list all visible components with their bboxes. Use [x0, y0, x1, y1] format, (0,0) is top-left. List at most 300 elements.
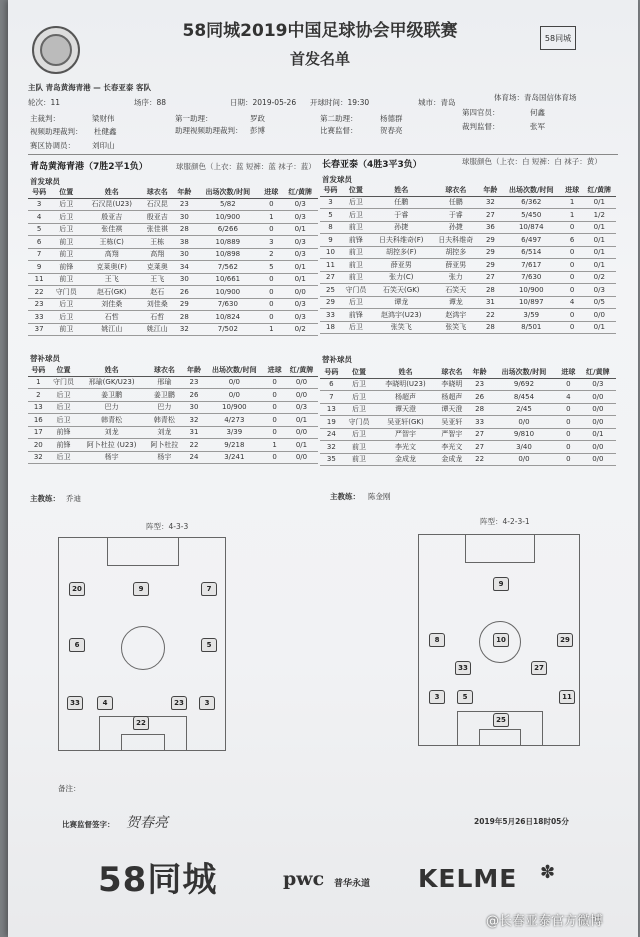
table-cell: 4: [28, 211, 50, 224]
table-cell: 0: [260, 298, 282, 311]
table-cell: 张笑飞: [432, 321, 480, 334]
table-cell: 后卫: [50, 211, 82, 224]
sponsor-pwc-cn: 普华永道: [334, 879, 371, 889]
table-cell: 7/502: [195, 323, 260, 336]
table-header-row: [320, 184, 616, 196]
column-header: 球衣名: [145, 364, 184, 376]
table-cell: 0/0: [285, 451, 318, 464]
table-cell: 0/0: [580, 441, 616, 454]
supervisor-value: 贺春亮: [380, 126, 403, 135]
table-cell: 8/454: [491, 391, 557, 404]
table-cell: 28: [173, 223, 195, 236]
table-cell: 7/630: [501, 271, 562, 284]
table-cell: 10/661: [195, 273, 260, 286]
table-cell: 0/0: [204, 389, 264, 402]
table-cell: 13: [320, 403, 343, 416]
table-row: [28, 198, 318, 211]
column-header: 进球: [264, 364, 285, 376]
table-cell: 0/1: [583, 234, 616, 247]
away-subs-label: 替补球员: [322, 355, 352, 364]
table-cell: 0: [557, 441, 580, 454]
table-cell: 于睿: [432, 209, 480, 222]
table-row: [320, 209, 616, 222]
column-header: 号码: [320, 366, 343, 378]
table-cell: 0: [264, 389, 285, 402]
table-cell: 1: [562, 209, 583, 222]
table-cell: 邢瑜(GK/U23): [78, 376, 145, 389]
table-cell: 37: [28, 323, 50, 336]
round-label: 轮次：11: [28, 98, 61, 107]
table-cell: 刘佳桑: [82, 298, 141, 311]
table-cell: 16: [28, 414, 49, 427]
table-cell: 9/692: [491, 378, 557, 391]
table-cell: 后卫: [50, 298, 82, 311]
table-cell: 严智宇: [375, 428, 435, 441]
table-cell: 0/1: [583, 321, 616, 334]
table-cell: 29: [480, 259, 501, 272]
table-cell: 高翔: [82, 248, 141, 261]
table-cell: 王飞: [141, 273, 173, 286]
table-row: [28, 451, 318, 464]
table-row: [28, 311, 318, 324]
table-cell: 前锋: [49, 439, 79, 452]
assessor-value: 张军: [530, 122, 545, 131]
table-cell: 0: [562, 246, 583, 259]
home-coach-label: 主教练：: [30, 494, 60, 503]
table-cell: 6: [320, 378, 343, 391]
table-cell: 33: [468, 416, 491, 429]
column-header: 姓名: [82, 186, 141, 198]
column-header: 年龄: [468, 366, 491, 378]
table-cell: 10/900: [195, 286, 260, 299]
player-shirt-icon: 8: [429, 633, 445, 647]
table-row: [320, 441, 616, 454]
sign-timestamp: 2019年5月26日18时05分: [474, 817, 569, 826]
table-row: [28, 426, 318, 439]
table-cell: 0/0: [285, 426, 318, 439]
table-cell: 27: [468, 441, 491, 454]
home-starters-label: 首发球员: [30, 177, 60, 186]
table-cell: 杨宇: [78, 451, 145, 464]
var-label: 视频助理裁判：: [30, 127, 83, 136]
fourth-label: 第四官员：: [462, 108, 500, 117]
table-cell: 0: [264, 376, 285, 389]
table-cell: 9/810: [491, 428, 557, 441]
referee-value: 梁财伟: [92, 114, 115, 123]
column-header: 姓名: [371, 184, 432, 196]
table-cell: 后卫: [343, 391, 376, 404]
kickoff-label: 开球时间：19:30: [310, 98, 370, 107]
table-cell: 10/900: [501, 284, 562, 297]
table-cell: 李光文: [375, 441, 435, 454]
table-cell: 31: [480, 296, 501, 309]
table-cell: 0: [557, 403, 580, 416]
table-cell: 孙捷: [432, 221, 480, 234]
table-cell: 0/3: [583, 284, 616, 297]
table-cell: 前卫: [341, 246, 371, 259]
table-cell: 前卫: [341, 259, 371, 272]
table-cell: 前锋: [341, 309, 371, 322]
table-cell: 28: [480, 284, 501, 297]
table-cell: 日夫科维奇: [432, 234, 480, 247]
column-header: 姓名: [78, 364, 145, 376]
table-cell: 0/0: [580, 391, 616, 404]
table-cell: 前卫: [50, 248, 82, 261]
table-cell: 20: [28, 439, 49, 452]
table-cell: 谭天澄: [375, 403, 435, 416]
table-cell: 28: [173, 311, 195, 324]
column-header: 年龄: [480, 184, 501, 196]
table-cell: 2: [260, 248, 282, 261]
table-cell: 11: [320, 259, 341, 272]
column-header: 位置: [341, 184, 371, 196]
table-row: [320, 309, 616, 322]
host-guest-line: 主队 青岛黄海青港 — 长春亚泰 客队: [28, 83, 151, 92]
column-header: 年龄: [184, 364, 205, 376]
column-header: 出场次数/时间: [195, 186, 260, 198]
table-row: [28, 389, 318, 402]
table-cell: 29: [320, 296, 341, 309]
table-cell: 谭龙: [371, 296, 432, 309]
table-cell: 杨宇: [145, 451, 184, 464]
date-label: 日期：2019-05-26: [230, 98, 297, 107]
table-row: [320, 296, 616, 309]
table-cell: 9: [28, 261, 50, 274]
table-cell: 0/5: [583, 296, 616, 309]
home-formation: 阵型：4-3-3: [146, 522, 189, 531]
table-cell: 前锋: [50, 261, 82, 274]
table-cell: 张力(C): [371, 271, 432, 284]
table-cell: 李晓明: [436, 378, 469, 391]
table-cell: 韩青松: [145, 414, 184, 427]
table-cell: 前卫: [343, 453, 376, 466]
page-title: 58同城2019中国足球协会甲级联赛: [182, 21, 458, 41]
home-starters-table: [28, 186, 318, 336]
home-subs-label: 替补球员: [30, 354, 60, 363]
table-cell: 36: [480, 221, 501, 234]
table-cell: 巴力: [145, 401, 184, 414]
table-cell: 0/1: [583, 246, 616, 259]
table-cell: 23: [173, 198, 195, 211]
table-cell: 0: [260, 198, 282, 211]
table-cell: 25: [320, 284, 341, 297]
table-cell: 32: [320, 441, 343, 454]
table-cell: 0: [264, 426, 285, 439]
table-cell: 后卫: [341, 296, 371, 309]
table-cell: 3/59: [501, 309, 562, 322]
table-cell: 0/0: [583, 309, 616, 322]
table-cell: 后卫: [50, 311, 82, 324]
away-subs-table: [320, 366, 616, 466]
table-row: [320, 221, 616, 234]
fourth-value: 何鑫: [530, 108, 545, 117]
table-cell: 0: [557, 416, 580, 429]
column-header: 号码: [320, 184, 341, 196]
away-kit: 球服颜色（上衣：白 短裤：白 袜子：黄）: [462, 157, 602, 166]
player-shirt-icon: 3: [429, 690, 445, 704]
table-cell: 0: [260, 311, 282, 324]
table-cell: 4/273: [204, 414, 264, 427]
table-cell: 30: [184, 401, 205, 414]
player-shirt-icon: 25: [493, 713, 509, 727]
column-header: 球衣名: [141, 186, 173, 198]
player-shirt-icon: 4: [97, 696, 113, 710]
away-coach-label: 主教练：: [330, 492, 360, 501]
table-header-row: [28, 186, 318, 198]
table-cell: 0: [562, 271, 583, 284]
table-row: [28, 261, 318, 274]
column-header: 球衣名: [432, 184, 480, 196]
player-shirt-icon: 9: [493, 577, 509, 591]
table-cell: 后卫: [49, 401, 79, 414]
table-cell: 胡控多(F): [371, 246, 432, 259]
table-cell: 0/0: [580, 416, 616, 429]
table-cell: 22: [28, 286, 50, 299]
table-cell: 7/562: [195, 261, 260, 274]
table-cell: 任鹏: [371, 196, 432, 209]
table-cell: 0: [557, 378, 580, 391]
table-cell: 28: [468, 403, 491, 416]
table-cell: 0/1: [282, 261, 318, 274]
table-cell: 23: [468, 378, 491, 391]
weibo-watermark: @长春亚泰官方微博: [486, 914, 604, 929]
table-cell: 7: [28, 248, 50, 261]
table-cell: 后卫: [50, 198, 82, 211]
column-header: 红/黄牌: [580, 366, 616, 378]
table-cell: 0/1: [282, 223, 318, 236]
table-row: [320, 196, 616, 209]
table-cell: 0/0: [491, 453, 557, 466]
table-cell: 石哲: [141, 311, 173, 324]
table-cell: 0: [260, 286, 282, 299]
table-cell: 30: [173, 211, 195, 224]
table-cell: 殷亚吉: [141, 211, 173, 224]
table-cell: 27: [480, 271, 501, 284]
table-cell: 0/1: [583, 259, 616, 272]
table-cell: 0/3: [285, 401, 318, 414]
table-cell: 3/40: [491, 441, 557, 454]
player-shirt-icon: 22: [133, 716, 149, 730]
table-cell: 26: [173, 286, 195, 299]
table-row: [28, 414, 318, 427]
table-cell: 22: [468, 453, 491, 466]
divider: [28, 154, 618, 155]
table-cell: 前锋: [49, 426, 79, 439]
table-cell: 5/450: [501, 209, 562, 222]
table-cell: 邢瑜: [145, 376, 184, 389]
table-cell: 9: [320, 234, 341, 247]
table-cell: 13: [28, 401, 49, 414]
venue-label: 体育场：青岛国信体育场: [494, 93, 577, 102]
table-cell: 0: [557, 453, 580, 466]
column-header: 号码: [28, 364, 49, 376]
player-shirt-icon: 33: [67, 696, 83, 710]
table-row: [320, 259, 616, 272]
table-cell: 薛亚男: [432, 259, 480, 272]
table-cell: 王栋: [141, 236, 173, 249]
table-cell: 0/3: [282, 211, 318, 224]
table-cell: 王栋(C): [82, 236, 141, 249]
table-cell: 33: [28, 311, 50, 324]
table-cell: 0/1: [583, 221, 616, 234]
table-cell: 赵鸿宇(U23): [371, 309, 432, 322]
table-cell: 26: [184, 389, 205, 402]
table-cell: 10/824: [195, 311, 260, 324]
ar2-label: 第二助理：: [320, 114, 358, 123]
table-cell: 0/3: [282, 248, 318, 261]
field-label: 场序：88: [134, 98, 167, 107]
table-cell: 0/3: [282, 298, 318, 311]
table-cell: 0/0: [204, 376, 264, 389]
table-cell: 任鹏: [432, 196, 480, 209]
table-cell: 克莱奥(F): [82, 261, 141, 274]
var-value: 杜健鑫: [94, 127, 117, 136]
table-cell: 24: [184, 451, 205, 464]
table-row: [320, 321, 616, 334]
player-shirt-icon: 11: [559, 690, 575, 704]
table-cell: 李光文: [436, 441, 469, 454]
table-cell: 3/39: [204, 426, 264, 439]
assessor-label: 裁判监督：: [462, 122, 500, 131]
table-cell: 0: [260, 223, 282, 236]
table-cell: 姚江山: [82, 323, 141, 336]
table-cell: 5: [320, 209, 341, 222]
column-header: 红/黄牌: [583, 184, 616, 196]
player-shirt-icon: 27: [531, 661, 547, 675]
coordinator-label: 赛区协调员：: [30, 141, 75, 150]
table-cell: 34: [173, 261, 195, 274]
sponsor-58-logo: 58同城: [98, 860, 218, 900]
table-cell: 石笑天: [432, 284, 480, 297]
table-cell: 0/1: [580, 428, 616, 441]
column-header: 进球: [557, 366, 580, 378]
table-cell: 吴亚轩(GK): [375, 416, 435, 429]
table-cell: 3: [320, 196, 341, 209]
coordinator-value: 刘印山: [92, 141, 115, 150]
table-cell: 张笑飞: [371, 321, 432, 334]
home-team-name: 青岛黄海青港（7胜2平1负）: [30, 162, 148, 172]
column-header: 红/黄牌: [282, 186, 318, 198]
note-label: 备注：: [58, 784, 81, 793]
sponsor-kelme-logo: KELME: [418, 864, 518, 893]
table-cell: 赵石: [141, 286, 173, 299]
table-cell: 前卫: [341, 271, 371, 284]
table-cell: 后卫: [49, 451, 79, 464]
table-cell: 1: [28, 376, 49, 389]
table-cell: 后卫: [343, 378, 376, 391]
table-row: [28, 323, 318, 336]
table-cell: 赵石(GK): [82, 286, 141, 299]
table-cell: 0/0: [580, 403, 616, 416]
column-header: 出场次数/时间: [204, 364, 264, 376]
table-cell: 1/2: [583, 209, 616, 222]
table-cell: 10/900: [204, 401, 264, 414]
table-cell: 3: [28, 198, 50, 211]
table-cell: 后卫: [343, 403, 376, 416]
away-coach: 陈金刚: [368, 492, 391, 501]
table-cell: 5: [260, 261, 282, 274]
table-row: [28, 248, 318, 261]
table-cell: 1: [264, 439, 285, 452]
table-cell: 0/0: [285, 389, 318, 402]
column-header: 位置: [49, 364, 79, 376]
table-cell: 前卫: [50, 236, 82, 249]
table-cell: 10/900: [195, 211, 260, 224]
table-cell: 8/501: [501, 321, 562, 334]
column-header: 出场次数/时间: [501, 184, 562, 196]
table-cell: 后卫: [343, 428, 376, 441]
table-cell: 6: [562, 234, 583, 247]
column-header: 姓名: [375, 366, 435, 378]
column-header: 球衣名: [436, 366, 469, 378]
home-formation-pitch: [58, 537, 226, 751]
table-cell: 24: [320, 428, 343, 441]
table-cell: 后卫: [341, 209, 371, 222]
table-cell: 23: [184, 376, 205, 389]
table-cell: 姜卫鹏: [145, 389, 184, 402]
player-shirt-icon: 3: [199, 696, 215, 710]
table-cell: 严智宇: [436, 428, 469, 441]
table-row: [320, 234, 616, 247]
signature-label: 比赛监督签字：: [62, 820, 115, 829]
away-formation-pitch: [418, 534, 580, 746]
table-cell: 0/1: [282, 273, 318, 286]
table-header-row: [320, 366, 616, 378]
table-cell: 28: [480, 321, 501, 334]
table-cell: 1: [562, 196, 583, 209]
table-row: [28, 376, 318, 389]
table-cell: 殷亚吉: [82, 211, 141, 224]
table-cell: 姜卫鹏: [78, 389, 145, 402]
table-cell: 32: [28, 451, 49, 464]
table-cell: 33: [320, 309, 341, 322]
column-header: 位置: [343, 366, 376, 378]
table-row: [320, 403, 616, 416]
table-cell: 守门员: [49, 376, 79, 389]
table-cell: 29: [480, 234, 501, 247]
table-row: [320, 284, 616, 297]
table-cell: 10: [320, 246, 341, 259]
table-cell: 谭龙: [432, 296, 480, 309]
table-cell: 27: [320, 271, 341, 284]
table-cell: 6/514: [501, 246, 562, 259]
table-cell: 杨超声: [375, 391, 435, 404]
table-cell: 张力: [432, 271, 480, 284]
table-cell: 守门员: [50, 286, 82, 299]
table-cell: 26: [468, 391, 491, 404]
avar-value: 彭博: [250, 126, 265, 135]
table-cell: 前卫: [343, 441, 376, 454]
table-cell: 5/82: [195, 198, 260, 211]
table-cell: 0/0: [282, 286, 318, 299]
table-cell: 8: [320, 221, 341, 234]
table-row: [320, 416, 616, 429]
table-cell: 0/1: [285, 414, 318, 427]
table-cell: 谭天澄: [436, 403, 469, 416]
table-cell: 23: [28, 298, 50, 311]
table-cell: 0/1: [285, 439, 318, 452]
table-cell: 0/0: [285, 376, 318, 389]
table-cell: 0: [264, 414, 285, 427]
table-cell: 30: [173, 248, 195, 261]
table-header-row: [28, 364, 318, 376]
table-cell: 0/3: [282, 236, 318, 249]
column-header: 红/黄牌: [285, 364, 318, 376]
column-header: 进球: [260, 186, 282, 198]
table-row: [320, 378, 616, 391]
table-cell: 后卫: [341, 196, 371, 209]
table-cell: 0/3: [580, 378, 616, 391]
